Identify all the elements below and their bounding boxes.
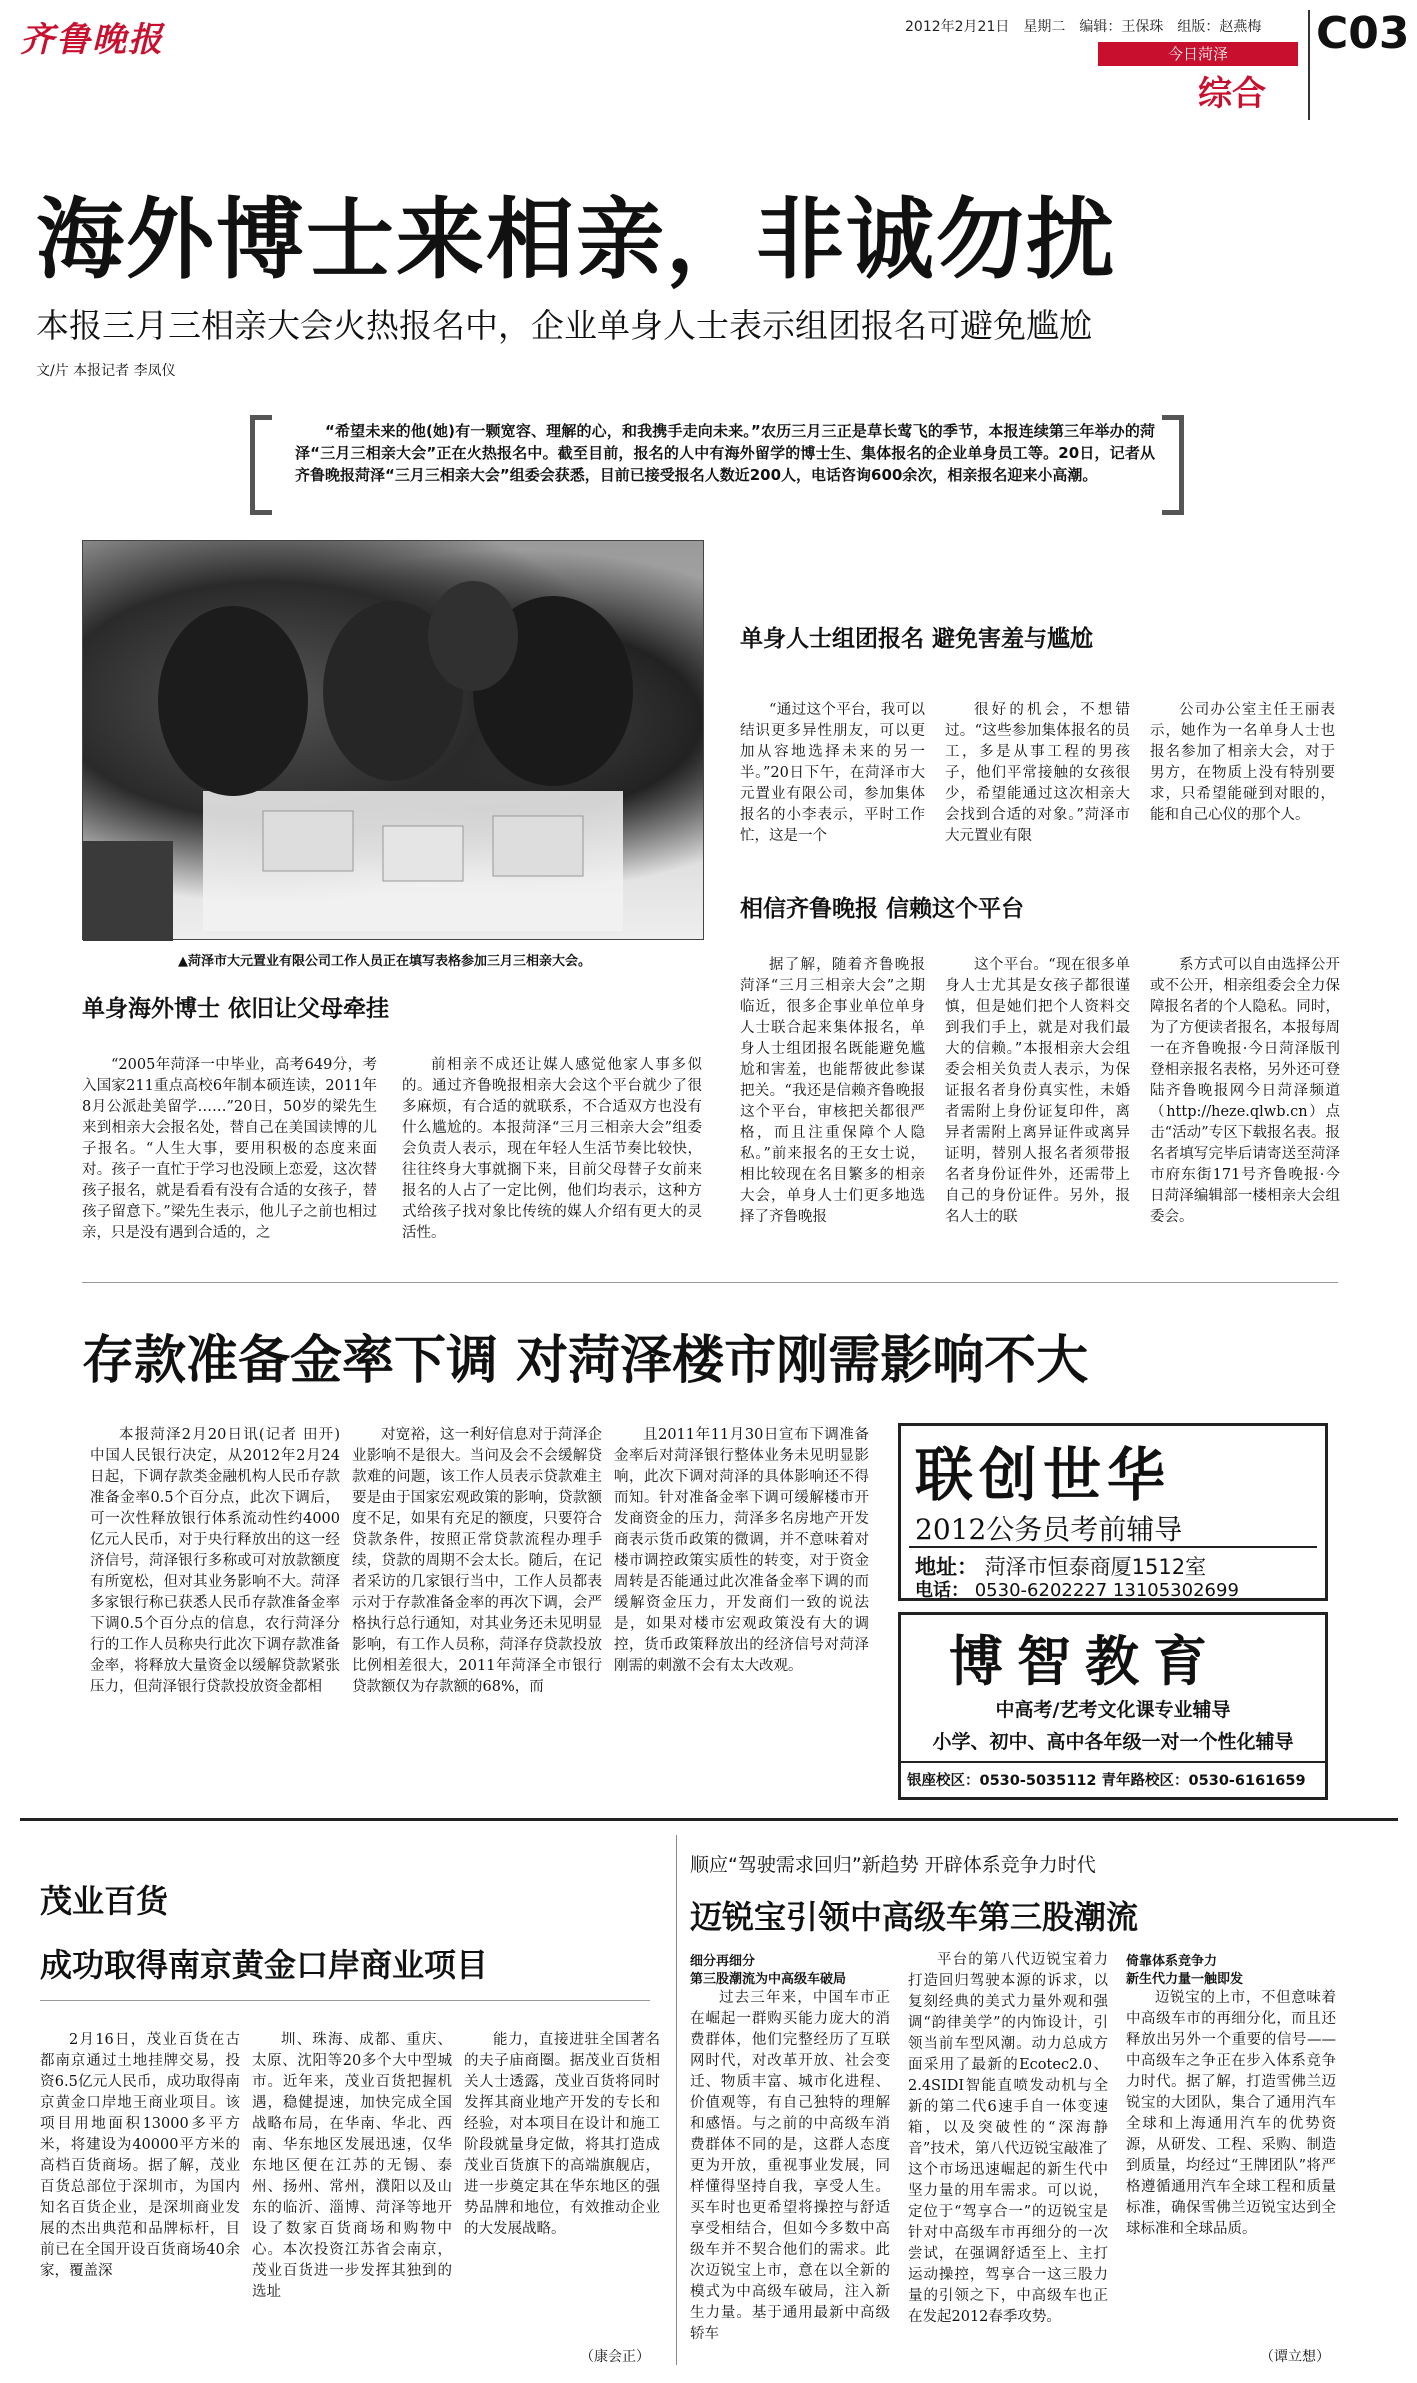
story1-photo	[82, 540, 704, 940]
page-number: C03	[1316, 8, 1410, 59]
sub2-col-1: 据了解，随着齐鲁晚报菏泽“三月三相亲大会”之期临近，很多企事业单位单身人士联合起来集体报名，单身人士组团报名既能避免尴尬和害羞，也能帮彼此参谋把关。“我还是信赖齐鲁晚报这个平台，审核把关都很严格，而且注重保障个人隐私。”前来报名的王女士说，相比较现在名目繁多的相亲大会，单身人士们更多地选择了齐鲁晚报	[740, 957, 925, 1225]
sub2-col-2: 这个平台。“现在很多单身人士尤其是女孩子都很谨慎，但是她们把个人资料交到我们手上，就是对我们最大的信赖。”本报相亲大会组委会相关负责人表示，为保证报名者身份真实性，未婚者需附上身份证复印件，离异者需附上离异证件或离异证明，替别人报名者须带报名者身份证件外，还需带上自己的身份证件。另外，报名人士的联	[945, 957, 1130, 1225]
story1-lead: “希望未来的他(她)有一颗宽容、理解的心，和我携手走向未来。”农历三月三正是草长莺飞的季节，本报连续第三年举办的菏泽“三月三相亲大会”正在火热报名中。截至目前，报名的人中有海外留学的博士生、集体报名的企业单身员工等。20日，记者从齐鲁晚报菏泽“三月三相亲大会”组委会获悉，目前已接受报名人数近200人，电话咨询600余次，相亲报名迎来小高潮。	[295, 422, 1155, 484]
story4-sub-d: 新生代力量一触即发	[1126, 1972, 1244, 1987]
editor-credit: 编辑：王保珠	[1079, 19, 1164, 35]
ad1-address-label: 地址：	[915, 1555, 978, 1579]
divider-story2	[20, 1818, 1398, 1821]
lead-bracket-right	[1162, 415, 1184, 515]
story4-col-3: 迈锐宝的上市，不但意味着中高级车市的再细分化，而且还释放出另外一个重要的信号——中高级车之争正在步入体系竞争力时代。据了解，打造雪佛兰迈锐宝的大团队，集合了通用汽车全球和上海通用汽车的优势资源，从研发、工程、采购、制造到质量，均经过“王牌团队”将严格遵循通用汽车全球工程和质量标准，确保雪佛兰迈锐宝达到全球标准和全球品质。	[1126, 1990, 1336, 2237]
ad1-tagline: 2012公务员考前辅导	[915, 1513, 1183, 1546]
divider-story1	[82, 1282, 1338, 1283]
story4-col-2: 平台的第八代迈锐宝着力打造回归驾驶本源的诉求，以复刻经典的美式力量外观和强调“韵律美学”的内饰设计，引领当前车型风潮。动力总成方面采用了最新的Ecotec2.0、2.4SIDI智能直喷发动机与全新的第二代6速手自一体变速箱，以及突破性的“深海静音”技术，第八代迈锐宝敲准了这个市场迅速崛起的新生代中坚力量的用车需求。可以说，定位于“驾享合一”的迈锐宝是针对中高级车市再细分的一次尝试，在强调舒适至上、主打运动操控，驾享合一这三股力量的引领之下，中高级车也正在发起2012春季攻势。	[908, 1952, 1108, 2325]
page-number-divider	[1308, 10, 1310, 120]
story3-byline: （康会正）	[580, 2349, 650, 2365]
column-divider-bottom	[676, 1835, 677, 2365]
story4-sub-a: 细分再细分	[690, 1954, 756, 1969]
ad1-divider	[909, 1546, 1317, 1548]
ad2-line2: 小学、初中、高中各年级一对一个性化辅导	[932, 1731, 1294, 1753]
ad2-campus: 银座校区：0530-5035112 青年路校区：0530-6161659	[907, 1773, 1306, 1789]
sub3-col-2: 前相亲不成还让媒人感觉他家人事多似的。通过齐鲁晚报相亲大会这个平台就少了很多麻烦，有合适的就联系，不合适双方也没有什么尴尬的。本报菏泽“三月三相亲大会”组委会负责人表示，现在年轻人生活节奏比较快，往往终身大事就搁下来，目前父母替子女前来报名的人占了一定比例，他们均表示，这种方式给孩子找对象比传统的媒人介绍有更大的灵活性。	[402, 1057, 702, 1241]
ad-bozhi[interactable]	[898, 1612, 1328, 1800]
story1-subhead-3: 单身海外博士 依旧让父母牵挂	[82, 996, 390, 1022]
ad-lianchuang[interactable]	[898, 1423, 1328, 1601]
sub1-col-2: 很好的机会，不想错过。“这些参加集体报名的员工，多是从事工程的男孩子，他们平常接触的女孩很少，希望能通过这次相亲大会找到合适的对象。”菏泽市大元置业有限	[945, 702, 1130, 844]
lead-bracket-left	[250, 415, 272, 515]
story3-col-1: 2月16日，茂业百货在古都南京通过土地挂牌交易，投资6.5亿元人民币，成功取得南京黄金口岸地王商业项目。该项目用地面积13000多平方米，将建设为40000平方米的高档百货商场。据了解，茂业百货总部位于深圳市，为国内知名百货企业，是深圳商业发展的杰出典范和品牌标杆，目前已在全国开设百货商场40余家，覆盖深	[40, 2032, 240, 2279]
story3-col-3: 能力，直接进驻全国著名的夫子庙商圈。据茂业百货相关人士透露，茂业百货将同时发挥其商业地产开发的专长和经验，对本项目在设计和施工阶段就量身定做，将其打造成茂业百货旗下的高端旗舰店，进一步奠定其在华东地区的强势品牌和地位，有效推动企业的大发展战略。	[464, 2032, 660, 2237]
story2-col-2: 对宽裕，这一利好信息对于菏泽企业影响不是很大。当问及会不会缓解贷款难的问题，该工作人员表示贷款难主要是由于国家宏观政策的影响，贷款额度不足，如果有充足的额度，只要符合贷款条件，按照正常贷款流程办理手续，贷款的周期不会太长。随后，在记者采访的几家银行当中，工作人员都表示对于存款准备金率的再次下调，会严格执行总行通知，对其业务还未见明显影响，有工作人员称，菏泽存贷款投放比例相差很大，2011年菏泽全市银行贷款额仅为存款额的68%，而	[352, 1427, 602, 1695]
story4-headline: 迈锐宝引领中高级车第三股潮流	[690, 1898, 1139, 1936]
story1-subhead-2: 相信齐鲁晚报 信赖这个平台	[740, 896, 1025, 922]
story3-col-2: 圳、珠海、成都、重庆、太原、沈阳等20多个大中型城市。近年来，茂业百货把握机遇，稳健提速，加快完成全国战略布局，在华南、华北、西南、华东地区发展迅速，仅华东地区便在江苏的无锡、泰州、扬州、常州，濮阳以及山东的临沂、淄博、菏泽等地开设了数家百货商场和购物中心。本次投资江苏省会南京，茂业百货进一步发挥其独到的选址	[252, 2032, 452, 2300]
photo-caption: ▲菏泽市大元置业有限公司工作人员正在填写表格参加三月三相亲大会。	[178, 954, 591, 969]
ad1-phone-label: 电话：	[915, 1580, 969, 1601]
masthead-meta	[905, 16, 1261, 36]
issue-weekday: 星期二	[1023, 19, 1066, 35]
ad1-phone: 0530-6202227 13105302699	[974, 1580, 1239, 1601]
story1-subhead-1: 单身人士组团报名 避免害羞与尴尬	[740, 626, 1094, 652]
story4-kicker: 顺应“驾驶需求回归”新趋势 开辟体系竞争力时代	[690, 1854, 1096, 1876]
story4-sub-b: 第三股潮流为中高级车破局	[690, 1972, 847, 1987]
sub1-col-1: “通过这个平台，我可以结识更多异性朋友，可以更加从容地选择未来的另一半。”20日下午，在菏泽市大元置业有限公司，参加集体报名的小李表示，平时工作忙，这是一个	[740, 702, 925, 844]
story3-headline: 成功取得南京黄金口岸商业项目	[40, 1946, 489, 1984]
issue-date: 2012年2月21日	[905, 19, 1010, 35]
story3-kicker: 茂业百货	[40, 1882, 169, 1920]
sub1-col-3: 公司办公室主任王丽表示，她作为一名单身人士也报名参加了相亲大会，对于男方，在物质上没有特别要求，只希望能碰到对眼的，能和自己心仪的那个人。	[1150, 702, 1335, 823]
sub3-col-1: “2005年菏泽一中毕业，高考649分，考入国家211重点高校6年制本硕连读，2011年8月公派赴美留学……”20日，50岁的梁先生来到相亲大会报名处，替自己在美国读博的儿子报名。“人生大事，要用积极的态度来面对。孩子一直忙于学习也没顾上恋爱，这次替孩子报名，就是看看有没有合适的女孩子，替孩子留意下。”梁先生表示，他儿子之前也相过亲，只是没有遇到合适的，之	[82, 1057, 377, 1241]
story4-col-1: 过去三年来，中国车市正在崛起一群购买能力庞大的消费群体，他们完整经历了互联网时代，对改革开放、社会变迁、物质丰富、城市化进程、价值观等，有自己独特的理解和感悟。与之前的中高级车消费群体不同的是，这群人态度更为开放，重视事业发展，同样懂得坚持自我，享受人生。买车时也更希望将操控与舒适享受相结合，但如今多数中高级车并不契合他们的需求。此次迈锐宝上市，意在以全新的模式为中高级车破局，注入新生力量。基于通用最新中高级轿车	[690, 1990, 890, 2342]
story1-byline: 文/片 本报记者 李凤仪	[36, 363, 176, 379]
story2-headline: 存款准备金率下调 对菏泽楼市刚需影响不大	[82, 1331, 1089, 1391]
story4-byline: （谭立想）	[1260, 2349, 1330, 2365]
ad1-phone-row	[915, 1576, 1239, 1602]
newspaper-logo: 齐鲁晚报	[20, 20, 164, 60]
ad2-brand: 博智教育	[949, 1629, 1221, 1693]
ad2-line1: 中高考/艺考文化课专业辅导	[995, 1699, 1231, 1721]
story1-subhead: 本报三月三相亲大会火热报名中，企业单身人士表示组团报名可避免尴尬	[36, 306, 1092, 345]
story2-col-3: 且2011年11月30日宣布下调准备金率后对菏泽银行整体业务未见明显影响，此次下调对菏泽的具体影响还不得而知。针对准备金率下调可缓解楼市开发商资金的压力，菏泽多名房地产开发商表示货币政策的微调，并不意味着对楼市调控政策实质性的转变，对于资金周转是否能通过此次准备金率下调的而缓解资金压力，开发商们一致的说法是，如果对楼市宏观政策没有大的调控，货币政策释放出的经济信号对菏泽刚需的刺激不会有太大改观。	[614, 1427, 869, 1674]
section-title: 综合	[1198, 74, 1266, 114]
ad1-brand: 联创世华	[915, 1441, 1172, 1509]
section-tag: 今日菏泽	[1098, 42, 1298, 66]
ad2-divider	[901, 1761, 1325, 1763]
story4-sub-c: 倚靠体系竞争力	[1126, 1954, 1218, 1969]
layout-credit: 组版：赵燕梅	[1177, 19, 1262, 35]
sub2-col-3: 系方式可以自由选择公开或不公开，相亲组委会全力保障报名者的个人隐私。同时，为了方便读者报名，本报每周一在齐鲁晚报·今日菏泽版刊登相亲报名表格，另外还可登陆齐鲁晚报网今日菏泽频道（http://heze.qlwb.cn）点击“活动”专区下载报名表。报名者填写完毕后请寄送至菏泽市府东街171号齐鲁晚报·今日菏泽编辑部一楼相亲大会组委会。	[1150, 957, 1340, 1225]
ad1-address: 菏泽市恒泰商厦1512室	[984, 1555, 1207, 1579]
story2-col-1: 本报菏泽2月20日讯(记者 田开) 中国人民银行决定，从2012年2月24日起，下调存款类金融机构人民币存款准备金率0.5个百分点，此次下调后，可一次性释放银行体系流动性约4000亿元人民币，对于央行释放出的这一经济信号，菏泽银行多称或可对放款额度有所宽松，但对其业务影响不大。菏泽多家银行称已获悉人民币存款准备金率下调0.5个百分点的信息，农行菏泽分行的工作人员称央行此次下调存款准备金率，将释放大量资金以缓解贷款紧张压力，但菏泽银行贷款投放资金都相	[90, 1427, 340, 1695]
story1-headline: 海外博士来相亲，非诚勿扰	[36, 188, 1117, 291]
story3-rule	[40, 2000, 650, 2001]
photo-illustration	[83, 541, 705, 941]
